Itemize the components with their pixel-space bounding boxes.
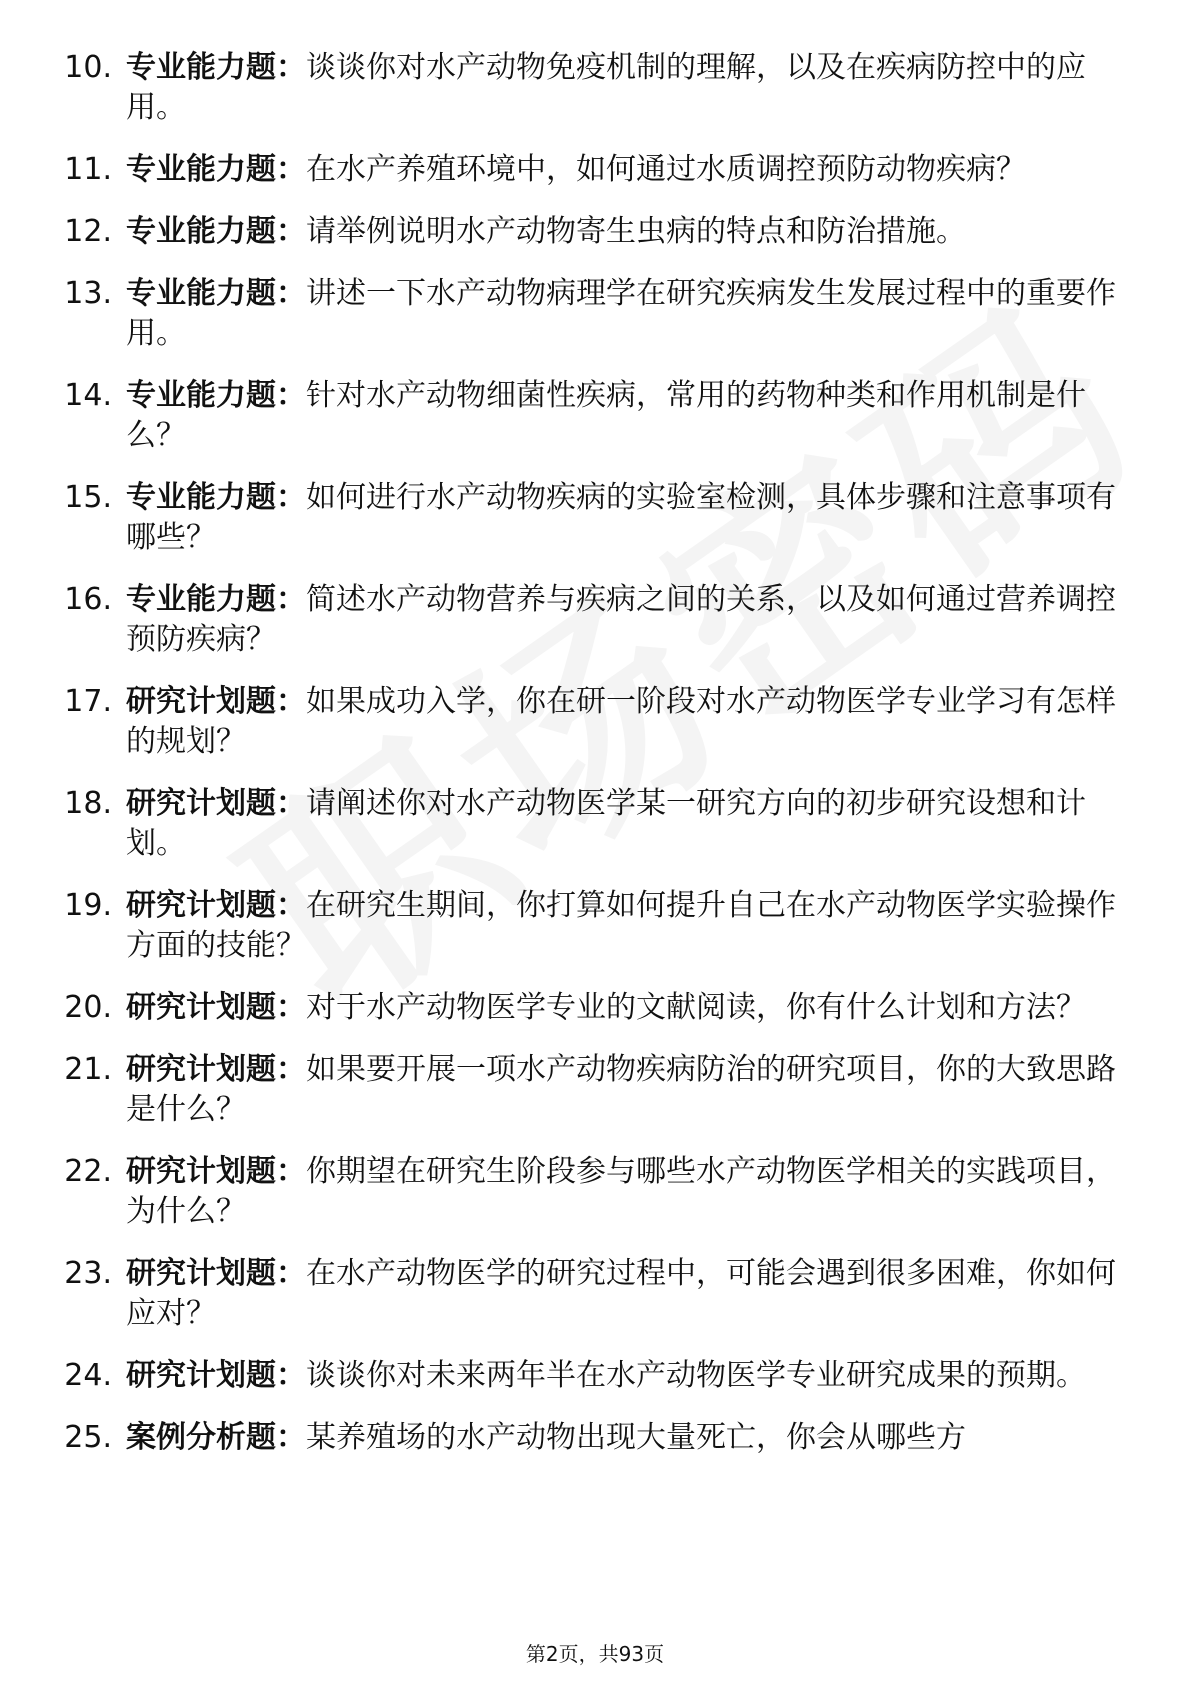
question-category: 专业能力题： [126, 152, 306, 187]
question-text: 如何进行水产动物疾病的实验室检测，具体步骤和注意事项有哪些？ [126, 480, 1116, 555]
question-text: 在水产养殖环境中，如何通过水质调控预防动物疾病？ [306, 152, 1026, 187]
question-category: 专业能力题： [126, 582, 306, 617]
question-item [56, 580, 1136, 660]
question-text: 谈谈你对未来两年半在水产动物医学专业研究成果的预期。 [306, 1358, 1086, 1393]
question-number: 17. [64, 684, 112, 719]
question-body [126, 580, 1136, 660]
question-body [126, 886, 1136, 966]
question-number: 14. [64, 378, 112, 413]
question-number: 25. [64, 1420, 112, 1455]
question-category: 专业能力题： [126, 378, 306, 413]
question-category: 研究计划题： [126, 990, 306, 1025]
question-body [126, 274, 1136, 354]
question-category: 研究计划题： [126, 786, 306, 821]
question-body [126, 784, 1136, 864]
question-text: 谈谈你对水产动物免疫机制的理解，以及在疾病防控中的应用。 [126, 50, 1086, 125]
question-body [126, 1418, 1136, 1458]
question-body [126, 478, 1136, 558]
question-item [56, 212, 1136, 252]
question-item [56, 274, 1136, 354]
question-item [56, 478, 1136, 558]
question-item [56, 1254, 1136, 1334]
question-number: 15. [64, 480, 112, 515]
question-category: 专业能力题： [126, 276, 306, 311]
question-category: 研究计划题： [126, 888, 306, 923]
question-item [56, 376, 1136, 456]
question-category: 研究计划题： [126, 1154, 306, 1189]
question-body [126, 1356, 1136, 1396]
question-text: 对于水产动物医学专业的文献阅读，你有什么计划和方法？ [306, 990, 1086, 1025]
question-text: 针对水产动物细菌性疾病，常用的药物种类和作用机制是什么？ [126, 378, 1086, 453]
question-text: 如果要开展一项水产动物疾病防治的研究项目，你的大致思路是什么？ [126, 1052, 1116, 1127]
question-number: 11. [64, 152, 112, 187]
question-number: 18. [64, 786, 112, 821]
question-number: 16. [64, 582, 112, 617]
question-number: 12. [64, 214, 112, 249]
question-number: 22. [64, 1154, 112, 1189]
question-text: 简述水产动物营养与疾病之间的关系，以及如何通过营养调控预防疾病？ [126, 582, 1116, 657]
question-body [126, 1254, 1136, 1334]
question-item [56, 784, 1136, 864]
question-text: 请举例说明水产动物寄生虫病的特点和防治措施。 [306, 214, 966, 249]
question-number: 24. [64, 1358, 112, 1393]
question-number: 23. [64, 1256, 112, 1291]
question-number: 10. [64, 50, 112, 85]
question-body [126, 1152, 1136, 1232]
question-item [56, 886, 1136, 966]
question-text: 在研究生期间，你打算如何提升自己在水产动物医学实验操作方面的技能？ [126, 888, 1116, 963]
question-body [126, 1050, 1136, 1130]
question-category: 研究计划题： [126, 1256, 306, 1291]
question-text: 你期望在研究生阶段参与哪些水产动物医学相关的实践项目，为什么？ [126, 1154, 1116, 1229]
question-body [126, 150, 1136, 190]
question-list [56, 48, 1136, 1480]
question-item [56, 682, 1136, 762]
question-category: 研究计划题： [126, 1052, 306, 1087]
question-item [56, 48, 1136, 128]
question-number: 20. [64, 990, 112, 1025]
question-number: 13. [64, 276, 112, 311]
question-item [56, 150, 1136, 190]
question-number: 19. [64, 888, 112, 923]
question-text: 在水产动物医学的研究过程中，可能会遇到很多困难，你如何应对？ [126, 1256, 1116, 1331]
page-footer: 第2页，共93页 [525, 1642, 665, 1666]
question-body [126, 376, 1136, 456]
question-body [126, 682, 1136, 762]
question-text: 请阐述你对水产动物医学某一研究方向的初步研究设想和计划。 [126, 786, 1086, 861]
question-category: 研究计划题： [126, 684, 306, 719]
question-number: 21. [64, 1052, 112, 1087]
question-body [126, 48, 1136, 128]
question-category: 研究计划题： [126, 1358, 306, 1393]
question-category: 专业能力题： [126, 214, 306, 249]
question-body [126, 988, 1136, 1028]
question-category: 专业能力题： [126, 50, 306, 85]
question-item [56, 988, 1136, 1028]
question-text: 某养殖场的水产动物出现大量死亡，你会从哪些方 [306, 1420, 966, 1455]
question-item [56, 1050, 1136, 1130]
question-item [56, 1418, 1136, 1458]
question-category: 案例分析题： [126, 1420, 306, 1455]
question-category: 专业能力题： [126, 480, 306, 515]
question-text: 讲述一下水产动物病理学在研究疾病发生发展过程中的重要作用。 [126, 276, 1116, 351]
question-body [126, 212, 1136, 252]
question-item [56, 1152, 1136, 1232]
question-text: 如果成功入学，你在研一阶段对水产动物医学专业学习有怎样的规划？ [126, 684, 1116, 759]
question-item [56, 1356, 1136, 1396]
